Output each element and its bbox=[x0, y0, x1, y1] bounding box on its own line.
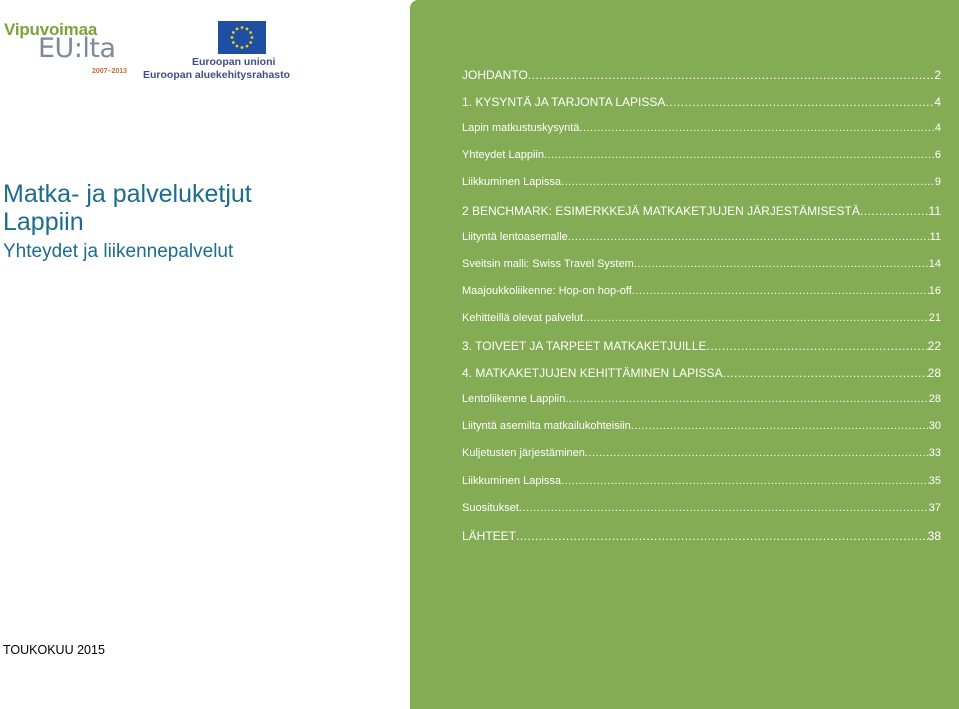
eu-star bbox=[232, 41, 235, 44]
cover-title-line1: Matka- ja palveluketjut bbox=[3, 180, 252, 208]
eu-star bbox=[246, 27, 249, 30]
toc-entry-label: Maajoukkoliikenne: Hop-on hop-off bbox=[462, 284, 632, 297]
toc-entry-page: 38 bbox=[927, 528, 941, 543]
toc-entry-page: 22 bbox=[927, 339, 941, 353]
toc-entry-page: 28 bbox=[927, 366, 941, 381]
toc-entry[interactable] bbox=[462, 475, 941, 487]
toc-entry-page: 33 bbox=[928, 447, 941, 460]
toc-entry[interactable] bbox=[462, 529, 941, 543]
toc-entry-page: 37 bbox=[928, 501, 941, 514]
toc-entry-page: 28 bbox=[928, 393, 941, 406]
toc-entry[interactable] bbox=[462, 285, 941, 297]
toc-entry-label: Lapin matkustuskysyntä bbox=[462, 122, 580, 135]
toc-leader-dots bbox=[707, 339, 928, 353]
toc-entry-label: Kehitteillä olevat palvelut bbox=[462, 311, 584, 324]
toc-entry-label: JOHDANTO bbox=[462, 68, 528, 82]
toc-entry[interactable] bbox=[462, 68, 941, 82]
toc-entry-page: 6 bbox=[934, 149, 941, 162]
toc-leader-dots bbox=[568, 231, 930, 243]
eu-label-line1: Euroopan unioni bbox=[192, 56, 276, 68]
toc-entry-label: Sveitsin malli: Swiss Travel System bbox=[462, 257, 634, 270]
toc-entry-page: 11 bbox=[928, 203, 941, 218]
toc-leader-dots bbox=[544, 149, 935, 161]
eu-star bbox=[236, 27, 239, 30]
toc-leader-dots bbox=[565, 393, 928, 405]
toc-leader-dots bbox=[634, 258, 929, 270]
toc-leader-dots bbox=[561, 475, 929, 487]
toc-entry-page: 16 bbox=[928, 284, 941, 297]
eu-star bbox=[241, 46, 244, 49]
table-of-contents bbox=[410, 0, 959, 709]
cover-subtitle: Yhteydet ja liikennepalvelut bbox=[3, 241, 234, 262]
toc-entry[interactable] bbox=[462, 204, 941, 218]
toc-entry[interactable] bbox=[462, 231, 941, 243]
toc-entry[interactable] bbox=[462, 95, 941, 109]
toc-entry[interactable] bbox=[462, 176, 941, 188]
toc-entry-label: Liityntä asemilta matkailukohteisiin bbox=[462, 420, 631, 433]
toc-entry-label: Liityntä lentoasemalle bbox=[462, 230, 568, 243]
toc-entry-label: Lentoliikenne Lappiin bbox=[462, 393, 566, 406]
toc-entry-page: 30 bbox=[928, 420, 941, 433]
eu-star bbox=[249, 31, 252, 34]
toc-entry-page: 9 bbox=[934, 176, 941, 189]
eu-label-line2: Euroopan aluekehitysrahasto bbox=[143, 69, 291, 81]
toc-leader-dots bbox=[723, 366, 928, 380]
eu-star bbox=[251, 36, 254, 39]
toc-entry[interactable] bbox=[462, 447, 941, 459]
eu-flag-icon bbox=[218, 21, 266, 54]
toc-entry-label: Suositukset bbox=[462, 501, 519, 514]
toc-entry-label: 1. KYSYNTÄ JA TARJONTA LAPISSA bbox=[462, 95, 666, 110]
toc-entry-page: 2 bbox=[934, 68, 941, 82]
toc-entry-label: Liikkuminen Lapissa bbox=[462, 176, 562, 189]
toc-entry[interactable] bbox=[462, 366, 941, 380]
toc-entry-page: 4 bbox=[934, 122, 941, 135]
toc-leader-dots bbox=[579, 122, 934, 134]
toc-entry[interactable] bbox=[462, 502, 941, 514]
cover-title-line2: Lappiin bbox=[3, 208, 84, 236]
toc-entry-label: 2 BENCHMARK: ESIMERKKEJÄ MATKAKETJUJEN JÄRJESTÄMISESTÄ bbox=[462, 203, 860, 218]
toc-entry-page: 4 bbox=[934, 95, 941, 110]
toc-entry[interactable] bbox=[462, 393, 941, 405]
toc-entry-page: 35 bbox=[928, 474, 941, 487]
eu-star bbox=[246, 45, 249, 48]
toc-entry[interactable] bbox=[462, 258, 941, 270]
toc-leader-dots bbox=[516, 529, 928, 543]
eu-star bbox=[249, 41, 252, 44]
logo-program-main: EU:lta bbox=[38, 33, 116, 64]
toc-entry[interactable] bbox=[462, 420, 941, 432]
toc-entry[interactable] bbox=[462, 122, 941, 134]
logo-program-years: 2007–2013 bbox=[92, 68, 128, 75]
toc-leader-dots bbox=[561, 176, 935, 188]
toc-entry[interactable] bbox=[462, 149, 941, 161]
toc-entry-page: 11 bbox=[929, 230, 941, 243]
eu-star bbox=[241, 26, 244, 29]
eu-star bbox=[232, 31, 235, 34]
toc-entry-label: Yhteydet Lappiin bbox=[462, 149, 544, 162]
toc-entry-label: LÄHTEET bbox=[462, 528, 517, 543]
toc-entry-label: 3. TOIVEET JA TARPEET MATKAKETJUILLE bbox=[462, 339, 707, 353]
eu-star bbox=[231, 36, 234, 39]
toc-entry-label: Liikkuminen Lapissa bbox=[462, 474, 562, 487]
toc-entry-label: 4. MATKAKETJUJEN KEHITTÄMINEN LAPISSA bbox=[462, 366, 723, 381]
toc-leader-dots bbox=[519, 502, 929, 514]
eu-star bbox=[236, 45, 239, 48]
toc-entry-page: 21 bbox=[928, 311, 941, 324]
toc-leader-dots bbox=[528, 68, 935, 82]
toc-leader-dots bbox=[585, 447, 929, 459]
toc-leader-dots bbox=[665, 95, 934, 109]
toc-entry-label: Kuljetusten järjestäminen bbox=[462, 447, 585, 460]
logo-program-top: Vipuvoimaa bbox=[4, 20, 98, 39]
toc-leader-dots bbox=[860, 204, 929, 218]
cover-date: TOUKOKUU 2015 bbox=[3, 643, 105, 657]
toc-leader-dots bbox=[631, 420, 929, 432]
toc-entry[interactable] bbox=[462, 339, 941, 353]
toc-entry-page: 14 bbox=[928, 257, 941, 270]
toc-entry[interactable] bbox=[462, 312, 941, 324]
toc-leader-dots bbox=[583, 312, 929, 324]
toc-leader-dots bbox=[632, 285, 929, 297]
